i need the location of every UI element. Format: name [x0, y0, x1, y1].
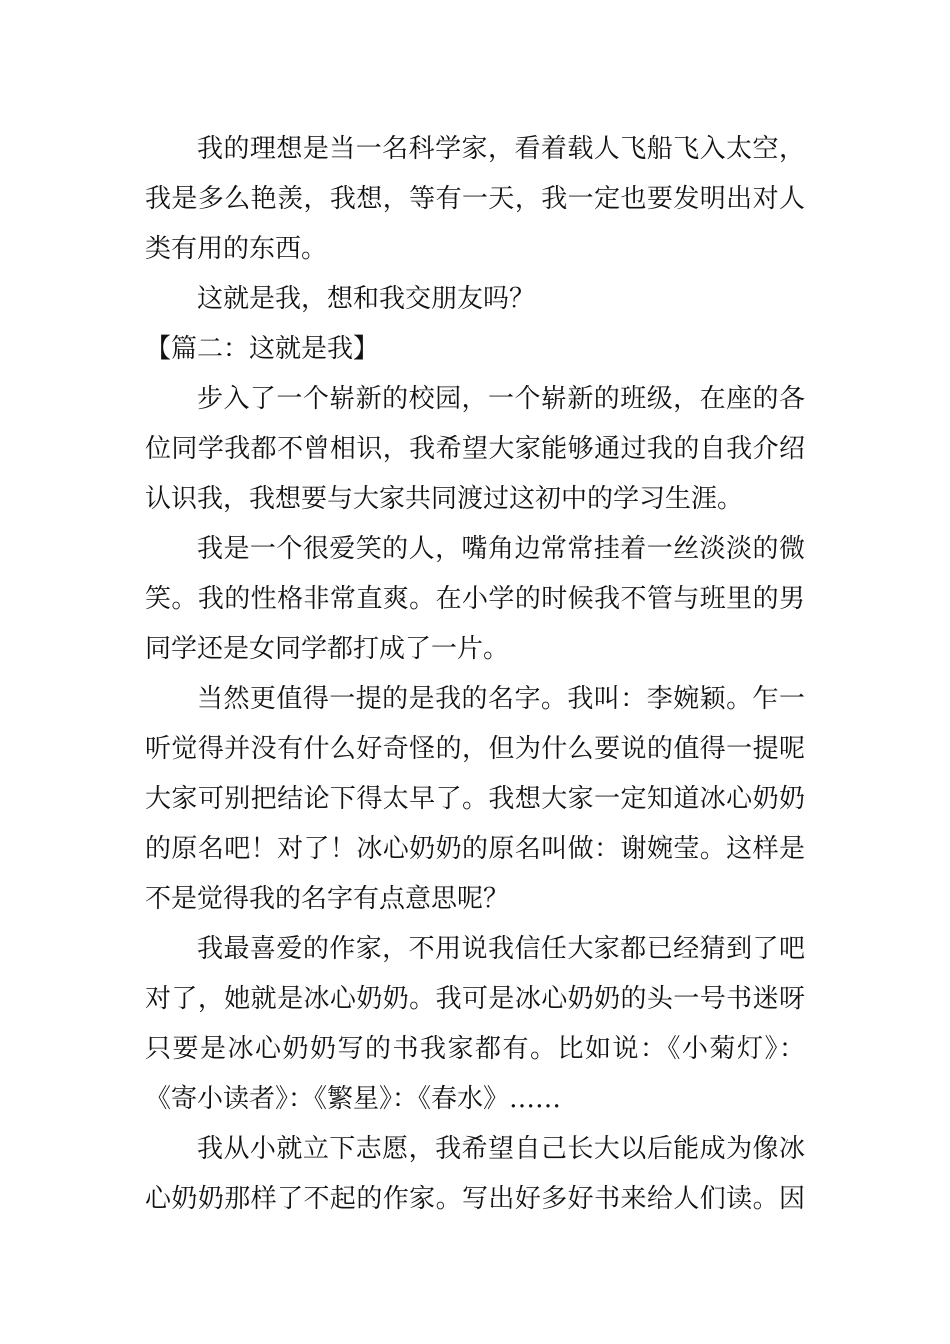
- paragraph-line: 对了，她就是冰心奶奶。我可是冰心奶奶的头一号书迷呀: [145, 984, 805, 1014]
- paragraph-line: 心奶奶那样了不起的作家。写出好多好书来给人们读。因: [145, 1184, 805, 1214]
- paragraph-line: 我是多么艳羡，我想，等有一天，我一定也要发明出对人: [145, 184, 805, 214]
- paragraph-line: 这就是我，想和我交朋友吗？: [197, 284, 536, 314]
- paragraph-line: 认识我，我想要与大家共同渡过这初中的学习生涯。: [145, 484, 744, 514]
- paragraph-line: 听觉得并没有什么好奇怪的，但为什么要说的值得一提呢: [145, 734, 805, 764]
- paragraph-line: 笑。我的性格非常直爽。在小学的时候我不管与班里的男: [145, 584, 805, 614]
- paragraph-line: 步入了一个崭新的校园，一个崭新的班级，在座的各: [197, 384, 805, 414]
- paragraph-line: 我最喜爱的作家，不用说我信任大家都已经猜到了吧: [197, 934, 805, 964]
- paragraph-line: 位同学我都不曾相识，我希望大家能够通过我的自我介绍: [145, 434, 805, 464]
- paragraph-line: 我从小就立下志愿，我希望自己长大以后能成为像冰: [197, 1134, 805, 1164]
- paragraph-line: 大家可别把结论下得太早了。我想大家一定知道冰心奶奶: [145, 784, 805, 814]
- paragraph-line: 我是一个很爱笑的人，嘴角边常常挂着一丝淡淡的微: [197, 534, 805, 564]
- paragraph-line: 我的理想是当一名科学家，看着载人飞船飞入太空，: [197, 134, 805, 164]
- paragraph-line: 同学还是女同学都打成了一片。: [145, 634, 510, 664]
- paragraph-line: 《寄小读者》：《繁星》：《春水》……: [145, 1084, 562, 1114]
- paragraph-line: 的原名吧！对了！冰心奶奶的原名叫做：谢婉莹。这样是: [145, 834, 805, 864]
- paragraph-line: 当然更值得一提的是我的名字。我叫：李婉颖。乍一: [197, 684, 805, 714]
- paragraph-line: 不是觉得我的名字有点意思呢？: [145, 884, 510, 914]
- section-heading: 【篇二：这就是我】: [145, 334, 380, 364]
- paragraph-line: 只要是冰心奶奶写的书我家都有。比如说：《小菊灯》：: [145, 1034, 805, 1064]
- paragraph-line: 类有用的东西。: [145, 234, 328, 264]
